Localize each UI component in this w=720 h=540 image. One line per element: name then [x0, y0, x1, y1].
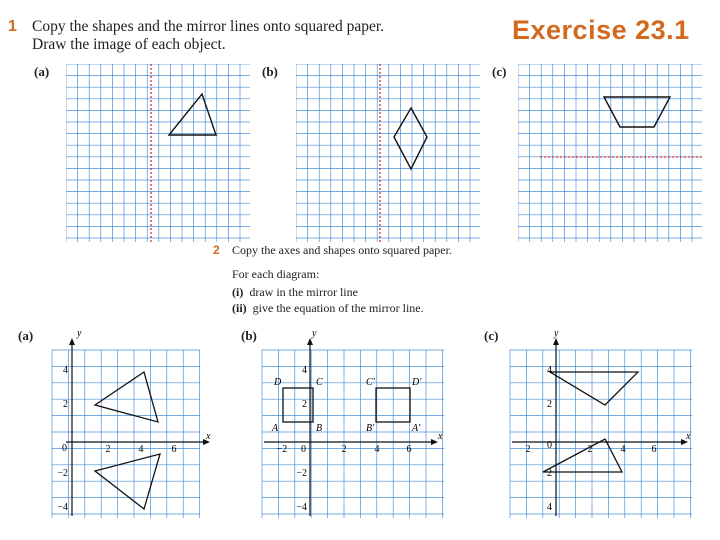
x-tick-label: −2: [276, 444, 288, 455]
x-tick-label: 4: [620, 444, 626, 455]
x-tick-label: 4: [138, 444, 144, 455]
origin-label: 0: [547, 440, 552, 451]
y-tick-label: 4: [547, 365, 552, 376]
x-axis-label: x: [438, 431, 443, 442]
origin-label: 0: [62, 443, 67, 454]
question-2-number: 2: [213, 243, 220, 257]
q1-grid-a: [66, 64, 250, 242]
question-1-line-1: Copy the shapes and the mirror lines onto squared paper.: [32, 18, 385, 35]
y-tick-label: −4: [296, 502, 307, 513]
grid-lines: [52, 350, 200, 518]
q2-graph-b: [230, 326, 470, 522]
x-tick-label: 4: [374, 444, 380, 455]
rhombus-shape: [394, 108, 427, 169]
vertex-label-d-prime: D′: [412, 377, 422, 388]
y-tick-label: −4: [57, 502, 68, 513]
grid-lines: [518, 64, 702, 242]
y-tick-label: 2: [547, 468, 552, 479]
y-tick-label: 2: [63, 399, 68, 410]
question-2-item-1: (i) draw in the mirror line: [232, 285, 358, 299]
vertex-label-c: C: [316, 377, 323, 388]
y-tick-label: 4: [63, 365, 68, 376]
y-tick-label: 2: [547, 399, 552, 410]
vertex-label-d: D: [274, 377, 282, 388]
question-1-text: [32, 18, 384, 54]
q2-graph-a: [0, 326, 230, 522]
q2-part-b-label: (b): [241, 328, 257, 343]
grid-lines: [66, 64, 250, 242]
x-tick-label: 2: [105, 444, 111, 455]
y-axis-label: y: [312, 328, 317, 339]
y-axis-arrow: [553, 338, 559, 345]
exercise-title: Exercise 23.1: [512, 15, 690, 45]
question-2-text: [232, 242, 452, 316]
square-abcd: [283, 388, 313, 422]
vertex-label-c-prime: C′: [366, 377, 375, 388]
x-tick-label: 2: [525, 444, 531, 455]
triangle-upper: [95, 372, 158, 422]
x-tick-label: 6: [406, 444, 412, 455]
y-tick-label: 4: [547, 502, 552, 513]
q2-graph-c: [488, 326, 714, 522]
trapezium-shape: [604, 97, 670, 127]
question-2-item-2: (ii) give the equation of the mirror line.: [232, 301, 424, 315]
y-axis-arrow: [69, 338, 75, 345]
x-tick-label: 6: [651, 444, 657, 455]
grid-lines: [510, 350, 692, 518]
vertex-label-b: B: [316, 423, 323, 434]
x-tick-label: 6: [171, 444, 177, 455]
q1-part-c-label: (c): [492, 64, 507, 79]
triangle-shape: [169, 94, 216, 135]
triangle-lower: [543, 439, 622, 472]
question-2-line-1: Copy the axes and shapes onto squared paper.: [232, 243, 452, 257]
vertex-label-b-prime: B′: [366, 423, 375, 434]
y-tick-label: −2: [57, 468, 68, 479]
x-tick-label: 2: [587, 444, 593, 455]
y-axis-arrow: [307, 338, 313, 345]
vertex-label-a: A: [272, 423, 279, 434]
q1-grid-c: [518, 64, 702, 242]
x-axis-label: x: [206, 431, 211, 442]
q2-part-a-label: (a): [18, 328, 34, 343]
x-axis-arrow: [431, 439, 438, 445]
grid-lines: [296, 64, 480, 242]
y-axis-label: y: [77, 328, 82, 339]
q2-part-c-label: (c): [484, 328, 499, 343]
y-tick-label: −2: [296, 468, 307, 479]
origin-label: 0: [301, 444, 306, 455]
y-axis-label: y: [554, 328, 559, 339]
grid-lines: [262, 350, 444, 518]
q1-part-b-label: (b): [262, 64, 278, 79]
question-2-line-2: For each diagram:: [232, 267, 320, 281]
question-1-line-2: Draw the image of each object.: [32, 36, 226, 53]
question-1-number: 1: [8, 18, 17, 35]
y-tick-label: 4: [302, 365, 307, 376]
vertex-label-a-prime: A′: [412, 423, 421, 434]
q1-grid-b: [296, 64, 480, 242]
q1-part-a-label: (a): [34, 64, 50, 79]
x-tick-label: 2: [341, 444, 347, 455]
x-axis-label: x: [686, 431, 691, 442]
y-tick-label: 2: [302, 399, 307, 410]
